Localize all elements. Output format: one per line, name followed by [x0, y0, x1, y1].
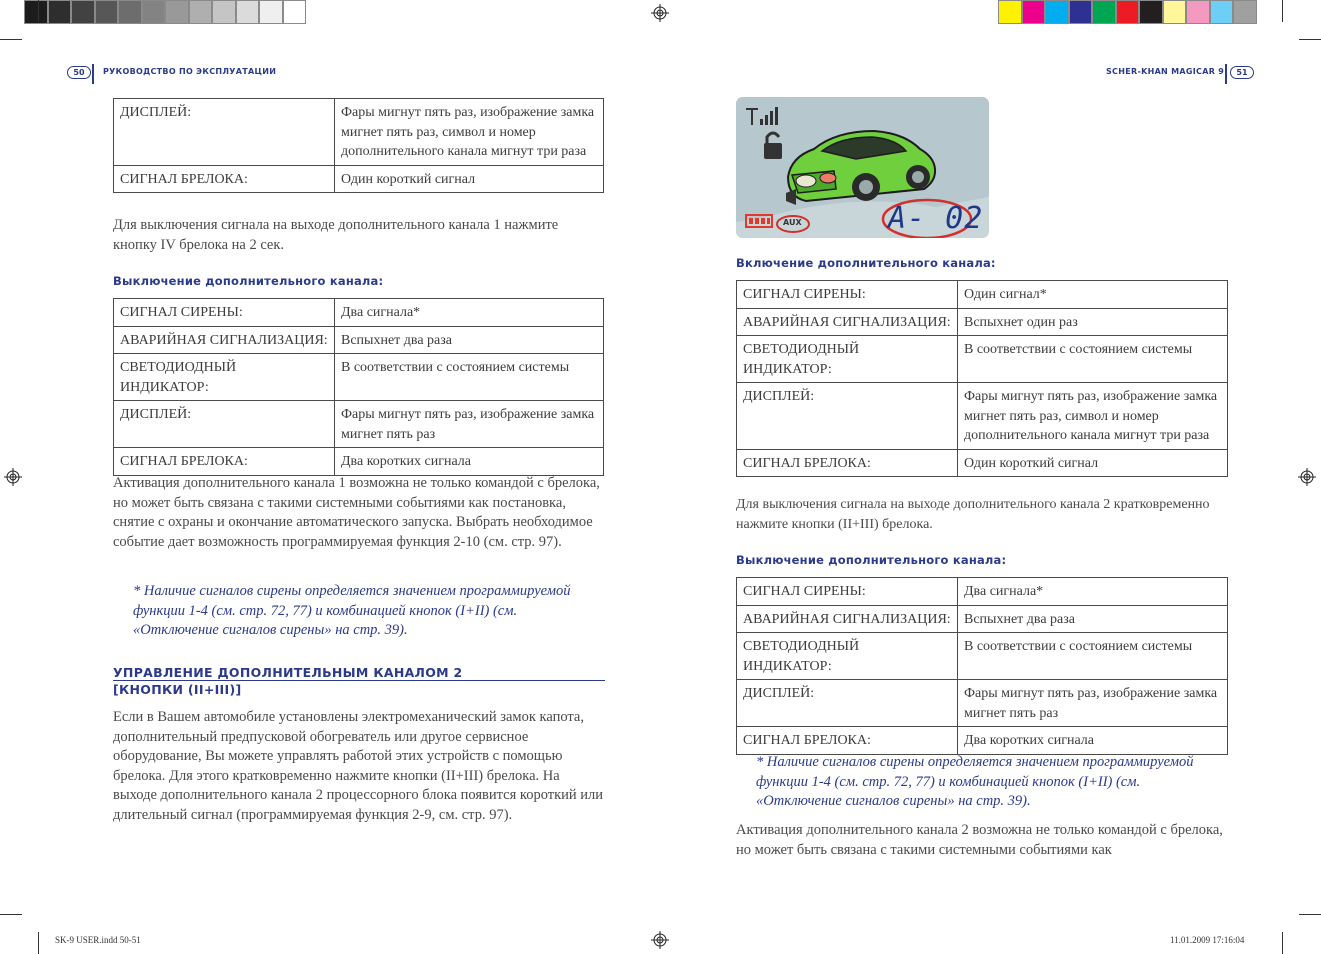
slug-file: SK-9 USER.indd 50-51 [55, 935, 141, 945]
table-row [114, 448, 604, 476]
right-table-2 [736, 577, 1228, 755]
row-value: В соответствии с состоянием системы [335, 354, 604, 401]
right-footnote: * Наличие сигналов сирены определяется значением программируемой функции 1-4 (см. стр. 72, 77) и комбинацией кнопок (I+II) (см. «Отключение сигналов сирены» на стр. 39). [756, 754, 1194, 810]
table-row [737, 308, 1228, 336]
table-row [737, 680, 1228, 727]
right-paragraph-2: Активация дополнительного канала 2 возможна не только командой с брелока, но может быть связана с такими системными событиями как [736, 822, 1223, 858]
color-swatch [998, 0, 1022, 24]
crop-mark [38, 932, 39, 954]
header-rule [1225, 64, 1227, 84]
color-swatch [1022, 0, 1046, 24]
row-value: Два коротких сигнала [958, 727, 1228, 755]
row-value: Вспыхнет два раза [958, 605, 1228, 633]
color-swatch [1163, 0, 1187, 24]
registration-mark-icon [651, 931, 669, 949]
table-row [737, 281, 1228, 309]
lcd-display-image [736, 97, 989, 238]
left-heading-1: Выключение дополнительного канала: [113, 274, 384, 288]
row-value: Фары мигнут пять раз, изображение замка мигнет пять раз, символ и номер дополнительного канала мигнут три раза [335, 99, 604, 166]
table-row [737, 383, 1228, 450]
row-label: СИГНАЛ БРЕЛОКА: [737, 449, 958, 477]
color-swatch [212, 0, 236, 24]
crop-mark [0, 39, 22, 40]
crop-mark [1299, 39, 1321, 40]
row-value: Фары мигнут пять раз, изображение замка мигнет пять раз [958, 680, 1228, 727]
row-value: Один сигнал* [958, 281, 1228, 309]
table-row [737, 633, 1228, 680]
row-label: СВЕТОДИОДНЫЙ ИНДИКАТОР: [737, 336, 958, 383]
row-value: Два коротких сигнала [335, 448, 604, 476]
color-swatch [1069, 0, 1093, 24]
grayscale-color-bar [24, 0, 306, 26]
row-value: Один короткий сигнал [335, 165, 604, 193]
row-label: АВАРИЙНАЯ СИГНАЛИЗАЦИЯ: [737, 605, 958, 633]
left-paragraph-3: Если в Вашем автомобиле установлены электромеханический замок капота, дополнительный предпусковой обогреватель или другое сервисное оборудование, Вы можете управлять работой этих устройств с помощью брелока. Для этого кратковременно нажмите кнопки (II+III) брелока. На выходе дополнительного канала 2 процессорного блока появится короткий или длительный сигнал (программируемая функция 2-9, см. стр. 97). [113, 709, 604, 823]
color-swatch [142, 0, 166, 24]
segment-readout: A- 02 [888, 201, 984, 236]
row-value: В соответствии с состоянием системы [958, 336, 1228, 383]
row-label: СИГНАЛ БРЕЛОКА: [114, 448, 335, 476]
row-label: СИГНАЛ БРЕЛОКА: [737, 727, 958, 755]
running-head: РУКОВОДСТВО ПО ЭКСПЛУАТАЦИИ [103, 67, 277, 76]
color-swatch [1139, 0, 1163, 24]
table-row [114, 99, 604, 166]
color-swatch [189, 0, 213, 24]
color-swatch [118, 0, 142, 24]
table-row [737, 578, 1228, 606]
row-label: СИГНАЛ БРЕЛОКА: [114, 165, 335, 193]
left-footnote: * Наличие сигналов сирены определяется значением программируемой функции 1-4 (см. стр. 72, 77) и комбинацией кнопок (I+II) (см. «Отключение сигналов сирены» на стр. 39). [133, 583, 571, 639]
table-row [737, 727, 1228, 755]
color-swatch [165, 0, 189, 24]
crop-mark [1299, 914, 1321, 915]
table-row [737, 449, 1228, 477]
row-label: ДИСПЛЕЙ: [737, 383, 958, 450]
row-label: СИГНАЛ СИРЕНЫ: [114, 299, 335, 327]
color-swatch [48, 0, 72, 24]
color-swatch [1186, 0, 1210, 24]
registration-mark-icon [1298, 468, 1316, 486]
right-heading-2: Выключение дополнительного канала: [736, 553, 1007, 567]
table-row [114, 326, 604, 354]
row-value: Вспыхнет один раз [958, 308, 1228, 336]
left-paragraph-1: Для выключения сигнала на выходе дополнительного канала 1 нажмите кнопку IV брелока на 2 сек. [113, 217, 559, 253]
table-row [114, 165, 604, 193]
crop-mark [0, 914, 22, 915]
left-paragraph-2: Активация дополнительного канала 1 возможна не только командой с брелока, но может быть связана с такими системными событиями как постановка, снятие с охраны и окончание автоматического запуска. Выбрать необходимое событие дает возможность программируемая функция 2-10 (см. стр. 97). [113, 475, 600, 550]
crop-mark [1282, 0, 1283, 22]
color-swatch [1210, 0, 1234, 24]
right-paragraph-1: Для выключения сигнала на выходе дополнительного канала 2 кратковременно нажмите кнопки (II+III) брелока. [736, 497, 1210, 532]
row-label: ДИСПЛЕЙ: [737, 680, 958, 727]
row-value: Фары мигнут пять раз, изображение замка мигнет пять раз [335, 401, 604, 448]
row-label: АВАРИЙНАЯ СИГНАЛИЗАЦИЯ: [737, 308, 958, 336]
section-title-line-1: УПРАВЛЕНИЕ ДОПОЛНИТЕЛЬНЫМ КАНАЛОМ 2 [113, 665, 463, 680]
color-swatch [283, 0, 307, 24]
row-value: Один короткий сигнал [958, 449, 1228, 477]
left-table-2 [113, 298, 604, 476]
registration-mark-icon [4, 468, 22, 486]
table-row [114, 401, 604, 448]
table-row [737, 336, 1228, 383]
left-table-1 [113, 98, 604, 193]
row-label: ДИСПЛЕЙ: [114, 401, 335, 448]
slug-timestamp: 11.01.2009 17:16:04 [1170, 935, 1245, 945]
row-value: В соответствии с состоянием системы [958, 633, 1228, 680]
registration-mark-icon [651, 4, 669, 22]
color-swatch [259, 0, 283, 24]
row-label: СИГНАЛ СИРЕНЫ: [737, 281, 958, 309]
right-table-1 [736, 280, 1228, 477]
page-number: 51 [1230, 66, 1254, 79]
header-rule [92, 64, 94, 84]
color-swatch [24, 0, 48, 24]
color-swatch [1092, 0, 1116, 24]
cmyk-color-bar [998, 0, 1257, 26]
page-number: 50 [67, 66, 91, 79]
right-heading-1: Включение дополнительного канала: [736, 256, 996, 270]
row-value: Фары мигнут пять раз, изображение замка мигнет пять раз, символ и номер дополнительного канала мигнут три раза [958, 383, 1228, 450]
table-row [114, 354, 604, 401]
color-swatch [95, 0, 119, 24]
crop-mark [38, 0, 39, 22]
crop-mark [1282, 932, 1283, 954]
color-swatch [236, 0, 260, 24]
row-label: СВЕТОДИОДНЫЙ ИНДИКАТОР: [737, 633, 958, 680]
running-head: SCHER-KHAN MAGICAR 9 [1106, 67, 1225, 76]
color-swatch [71, 0, 95, 24]
color-swatch [1045, 0, 1069, 24]
row-label: СВЕТОДИОДНЫЙ ИНДИКАТОР: [114, 354, 335, 401]
aux-label: AUX [783, 218, 802, 227]
row-label: ДИСПЛЕЙ: [114, 99, 335, 166]
row-value: Вспыхнет два раза [335, 326, 604, 354]
row-value: Два сигнала* [958, 578, 1228, 606]
row-label: СИГНАЛ СИРЕНЫ: [737, 578, 958, 606]
section-title-line-2: [КНОПКИ (II+III)] [113, 682, 242, 697]
table-row [114, 299, 604, 327]
color-swatch [1116, 0, 1140, 24]
row-label: АВАРИЙНАЯ СИГНАЛИЗАЦИЯ: [114, 326, 335, 354]
section-rule [113, 680, 605, 681]
section-title [113, 664, 605, 698]
table-row [737, 605, 1228, 633]
row-value: Два сигнала* [335, 299, 604, 327]
color-swatch [1233, 0, 1257, 24]
